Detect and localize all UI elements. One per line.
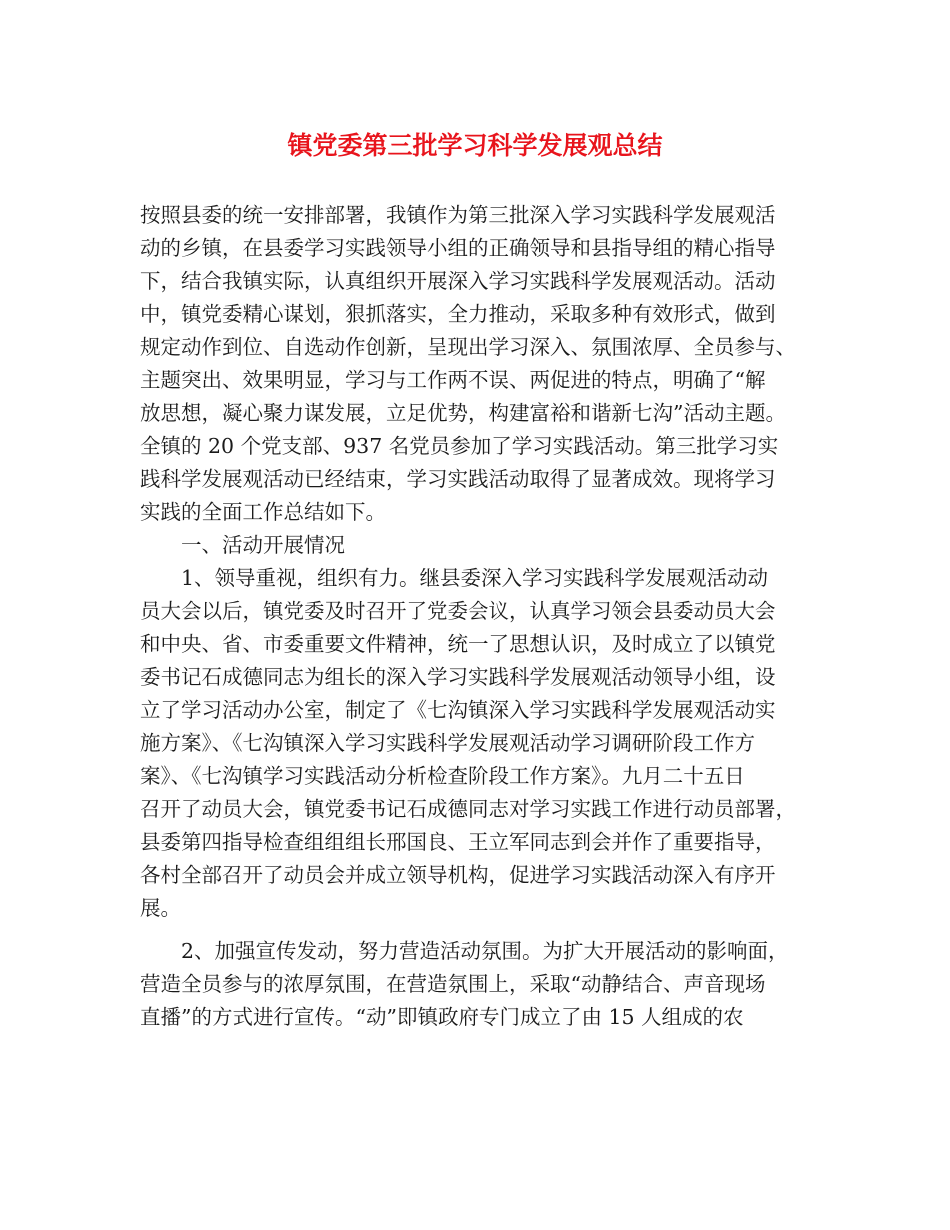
text-line: 放思想，凝心聚力谋发展，立足优势，构建富裕和谐新七沟”活动主题。 [140,401,786,425]
text-line: 营造全员参与的浓厚氛围，在营造氛围上，采取“动静结合、声音现场 [140,972,766,996]
text-line: 规定动作到位、自选动作创新，呈现出学习深入、氛围浓厚、全员参与、 [140,335,796,359]
text-line: 施方案》、《七沟镇深入学习实践科学发展观活动学习调研阶段工作方 [140,731,755,755]
text-line: 和中央、省、市委重要文件精神，统一了思想认识，及时成立了以镇党 [140,632,776,656]
text-line: 下，结合我镇实际，认真组织开展深入学习实践科学发展观活动。活动 [140,269,776,293]
text-line: 动的乡镇，在县委学习实践领导小组的正确领导和县指导组的精心指导 [140,236,776,260]
text-line: 直播”的方式进行宣传。“动”即镇政府专门成立了由 15 人组成的农 [140,1005,744,1029]
text-line: 案》、《七沟镇学习实践活动分析检查阶段工作方案》。九月二十五日 [140,764,745,788]
text-line: 县委第四指导检查组组组长邢国良、王立军同志到会并作了重要指导， [140,830,776,854]
text-line: 1、领导重视，组织有力。继县委深入学习实践科学发展观活动动 [181,566,769,590]
text-line: 委书记石成德同志为组长的深入学习实践科学发展观活动领导小组，设 [140,665,776,689]
document-body [140,199,830,1034]
section-heading: 一、活动开展情况 [181,533,345,557]
document-title: 镇党委第三批学习科学发展观总结 [287,131,663,160]
text-line: 立了学习活动办公室，制定了《七沟镇深入学习实践科学发展观活动实 [140,698,776,722]
text-line: 展。 [140,896,181,920]
text-line: 践科学发展观活动已经结束，学习实践活动取得了显著成效。现将学习 [140,467,776,491]
text-line: 员大会以后，镇党委及时召开了党委会议，认真学习领会县委动员大会 [140,599,776,623]
text-line: 各村全部召开了动员会并成立领导机构，促进学习实践活动深入有序开 [140,863,776,887]
text-line: 全镇的 20 个党支部、937 名党员参加了学习实践活动。第三批学习实 [140,434,779,458]
text-line: 中，镇党委精心谋划，狠抓落实，全力推动，采取多种有效形式，做到 [140,302,776,326]
text-line: 主题突出、效果明显，学习与工作两不误、两促进的特点，明确了“解 [140,368,766,392]
text-line: 按照县委的统一安排部署，我镇作为第三批深入学习实践科学发展观活 [140,203,776,227]
text-line: 2、加强宣传发动，努力营造活动氛围。为扩大开展活动的影响面， [181,939,789,963]
text-line: 实践的全面工作总结如下。 [140,500,386,524]
text-line: 召开了动员大会，镇党委书记石成德同志对学习实践工作进行动员部署， [140,797,796,821]
